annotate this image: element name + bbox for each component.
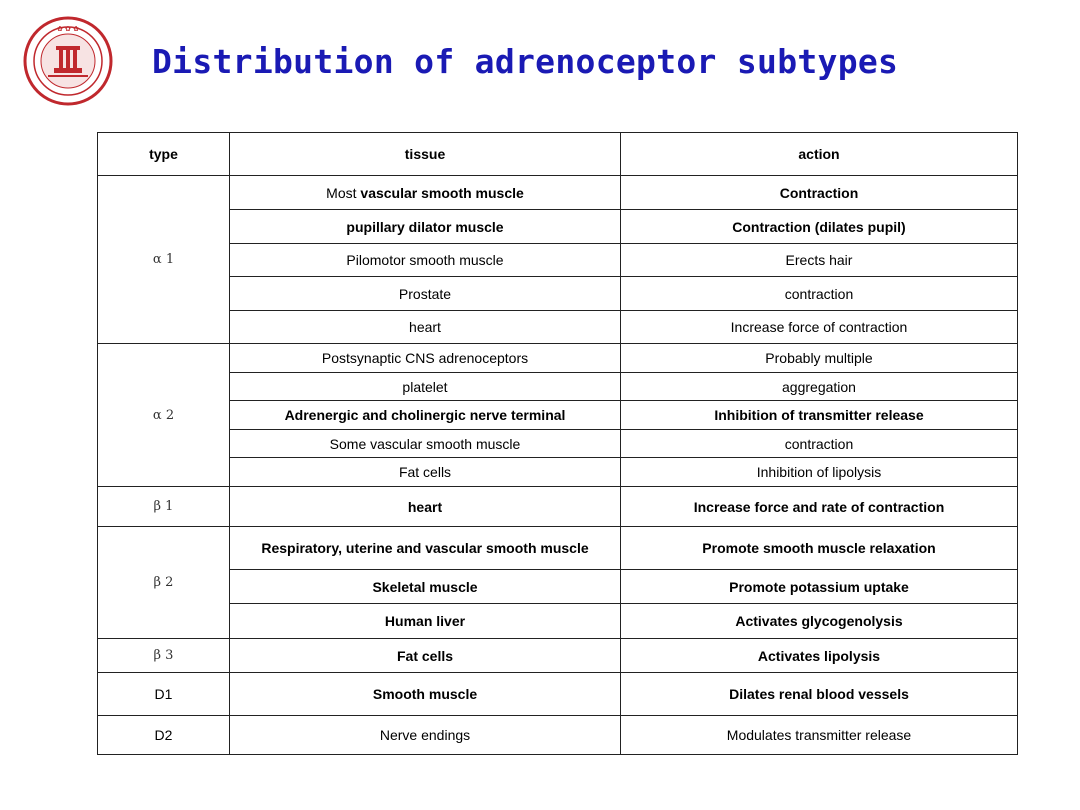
action-cell: Promote potassium uptake xyxy=(621,570,1018,604)
tissue-cell xyxy=(230,176,621,210)
action-cell: contraction xyxy=(621,277,1018,311)
tissue-cell: Prostate xyxy=(230,277,621,311)
table-row xyxy=(98,604,1018,639)
tissue-cell: Fat cells xyxy=(230,639,621,673)
tissue-cell: Fat cells xyxy=(230,458,621,487)
header-action: action xyxy=(621,133,1018,176)
type-cell-beta1: β 1 xyxy=(98,487,230,527)
action-cell: Probably multiple xyxy=(621,344,1018,373)
tissue-cell: pupillary dilator muscle xyxy=(230,210,621,244)
svg-text:✿ ✿ ✿: ✿ ✿ ✿ xyxy=(56,25,80,33)
page-title: Distribution of adrenoceptor subtypes xyxy=(152,42,899,81)
tissue-cell: Adrenergic and cholinergic nerve terminal xyxy=(230,401,621,430)
action-cell: Activates glycogenolysis xyxy=(621,604,1018,639)
table-row xyxy=(98,176,1018,210)
table-row xyxy=(98,277,1018,311)
action-cell: Increase force of contraction xyxy=(621,311,1018,344)
action-cell: Inhibition of lipolysis xyxy=(621,458,1018,487)
table-row xyxy=(98,527,1018,570)
action-cell: Modulates transmitter release xyxy=(621,716,1018,755)
type-cell-beta3: β 3 xyxy=(98,639,230,673)
type-cell-alpha1: α 1 xyxy=(98,176,230,344)
action-cell: Increase force and rate of contraction xyxy=(621,487,1018,527)
table-row xyxy=(98,244,1018,277)
type-cell-d1: D1 xyxy=(98,673,230,716)
tissue-cell: platelet xyxy=(230,373,621,401)
tissue-cell: heart xyxy=(230,487,621,527)
type-cell-beta2: β 2 xyxy=(98,527,230,639)
tissue-cell: Smooth muscle xyxy=(230,673,621,716)
action-cell: aggregation xyxy=(621,373,1018,401)
header-tissue: tissue xyxy=(230,133,621,176)
table-row xyxy=(98,639,1018,673)
type-cell-alpha2: α 2 xyxy=(98,344,230,487)
table-row xyxy=(98,458,1018,487)
table-row xyxy=(98,401,1018,430)
table-row xyxy=(98,210,1018,244)
tissue-cell: Respiratory, uterine and vascular smooth muscle xyxy=(230,527,621,570)
action-cell: Erects hair xyxy=(621,244,1018,277)
table-row xyxy=(98,311,1018,344)
tissue-prefix: Most xyxy=(326,184,361,201)
action-cell: Activates lipolysis xyxy=(621,639,1018,673)
tissue-cell: Skeletal muscle xyxy=(230,570,621,604)
type-cell-d2: D2 xyxy=(98,716,230,755)
tissue-cell: Postsynaptic CNS adrenoceptors xyxy=(230,344,621,373)
table-header-row xyxy=(98,133,1018,176)
table-row xyxy=(98,570,1018,604)
university-seal-logo xyxy=(18,16,118,106)
table-row xyxy=(98,373,1018,401)
tissue-cell: Some vascular smooth muscle xyxy=(230,430,621,458)
table-row xyxy=(98,716,1018,755)
header-type: type xyxy=(98,133,230,176)
adrenoceptor-table xyxy=(97,132,1018,755)
action-cell: Contraction xyxy=(621,176,1018,210)
tissue-cell: Nerve endings xyxy=(230,716,621,755)
action-cell: contraction xyxy=(621,430,1018,458)
tissue-cell: Human liver xyxy=(230,604,621,639)
action-cell: Inhibition of transmitter release xyxy=(621,401,1018,430)
table-row xyxy=(98,487,1018,527)
table-row xyxy=(98,344,1018,373)
table-row xyxy=(98,430,1018,458)
action-cell: Dilates renal blood vessels xyxy=(621,673,1018,716)
tissue-text: vascular smooth muscle xyxy=(360,184,524,201)
action-cell: Promote smooth muscle relaxation xyxy=(621,527,1018,570)
table-row xyxy=(98,673,1018,716)
tissue-cell: Pilomotor smooth muscle xyxy=(230,244,621,277)
tissue-cell: heart xyxy=(230,311,621,344)
action-cell: Contraction (dilates pupil) xyxy=(621,210,1018,244)
